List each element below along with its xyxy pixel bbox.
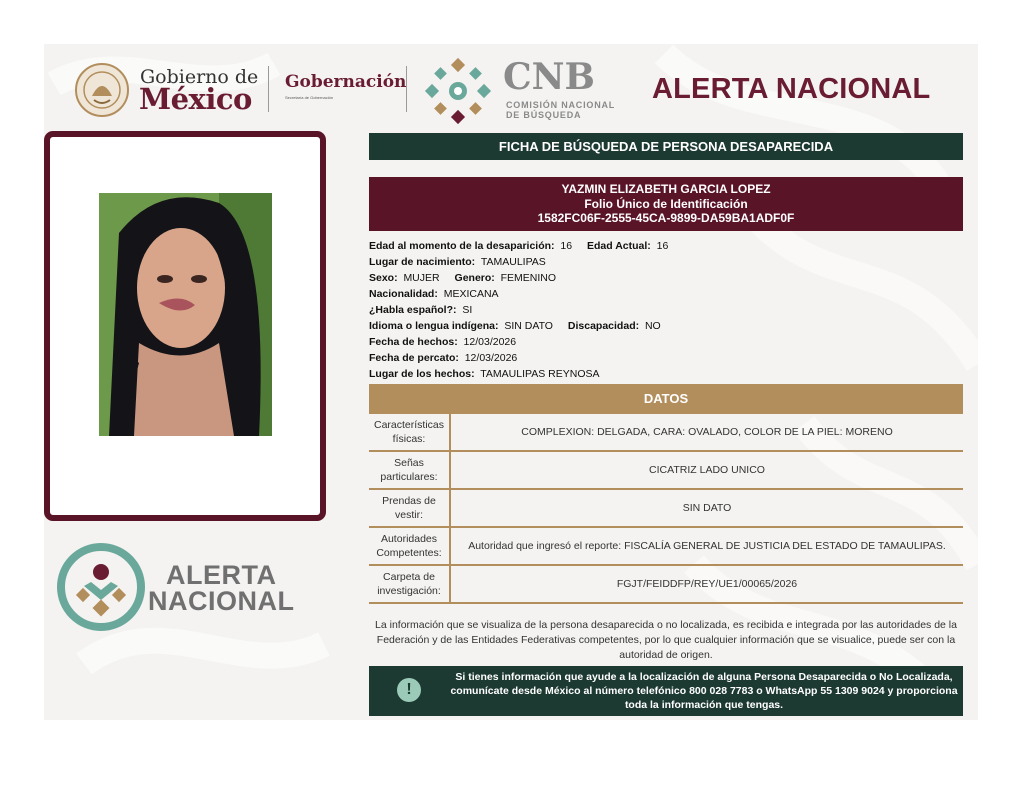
habla-value: SI [462, 304, 473, 316]
alerta-nacional-logo-text [148, 562, 295, 614]
disclaimer-text: La información que se visualiza de la persona desaparecida o no localizada, es recibida e integrada por las autoridades de la Federación y de las Entidades Federativas competentes, por lo que cualquier información que se visualice, puede ser con la autoridad de origen. [375, 619, 957, 661]
fact-row [369, 286, 668, 302]
idioma-value: SIN DATO [504, 320, 553, 332]
table-row [369, 566, 963, 604]
mexico-seal-icon [74, 62, 130, 118]
person-name: YAZMIN ELIZABETH GARCIA LOPEZ [561, 182, 771, 196]
edad-value: 16 [560, 240, 573, 252]
ficha-title-bar: FICHA DE BÚSQUEDA DE PERSONA DESAPARECIDA [369, 133, 963, 160]
header-divider [406, 66, 407, 112]
alerta-nacional-logo-icon [56, 542, 146, 632]
table-row [369, 452, 963, 490]
portrait-image [99, 193, 272, 436]
person-photo [99, 193, 272, 436]
habla-label: ¿Habla español?: [369, 304, 457, 316]
logo-line1: ALERTA [166, 560, 277, 590]
table-label: Prendas de vestir: [369, 490, 451, 526]
alerta-nacional-title: ALERTA NACIONAL [652, 73, 931, 105]
table-label: Características físicas: [369, 414, 451, 450]
fact-row [369, 366, 668, 382]
table-value: COMPLEXION: DELGADA, CARA: OVALADO, COLOR DE LA PIEL: MORENO [521, 426, 893, 438]
table-label: Autoridades Competentes: [369, 528, 451, 564]
sexo-value: MUJER [403, 272, 440, 284]
folio-value: 1582FC06F-2555-45CA-9899-DA59BA1ADF0F [537, 211, 795, 225]
discapacidad-label: Discapacidad: [567, 320, 640, 332]
contact-message: Si tienes información que ayude a la localización de alguna Persona Desaparecida o No Localizada, comunícate desde México al número telefónico 800 028 7783 o WhatsApp 55 1309 9024 y proporciona toda la información que tengas. [450, 671, 958, 711]
exclamation-circle-icon: ! [397, 678, 421, 702]
genero-label: Genero: [454, 272, 495, 284]
cnb-label: CNB [503, 56, 595, 98]
mexico-label: México [139, 82, 252, 116]
fecha-percato-label: Fecha de percato: [369, 352, 459, 364]
nacionalidad-value: MEXICANA [443, 288, 499, 300]
person-id-bar [369, 177, 963, 231]
table-label: Carpeta de investigación: [369, 566, 451, 602]
lugar-hechos-label: Lugar de los hechos: [369, 368, 475, 380]
contact-bar [369, 666, 963, 716]
cnb-sublabel-line2: DE BÚSQUEDA [506, 110, 582, 120]
gobernacion-sublabel: Secretaría de Gobernación [285, 95, 334, 100]
fecha-percato-value: 12/03/2026 [464, 352, 518, 364]
table-value: SIN DATO [682, 502, 732, 514]
fecha-hechos-label: Fecha de hechos: [369, 336, 458, 348]
logo-line2: NACIONAL [148, 586, 295, 616]
fact-row [369, 334, 668, 350]
table-row [369, 490, 963, 528]
lugar-nacimiento-value: TAMAULIPAS [480, 256, 546, 268]
datos-table [369, 414, 963, 604]
table-value: CICATRIZ LADO UNICO [649, 464, 765, 476]
table-label: Señas particulares: [369, 452, 451, 488]
fecha-hechos-value: 12/03/2026 [463, 336, 517, 348]
table-value: Autoridad que ingresó el reporte: FISCALÍA GENERAL DE JUSTICIA DEL ESTADO DE TAMAULIPAS. [468, 540, 946, 552]
fact-row [369, 254, 668, 270]
edad-label: Edad al momento de la desaparición: [369, 240, 555, 252]
edad-actual-label: Edad Actual: [587, 240, 651, 252]
lugar-nacimiento-label: Lugar de nacimiento: [369, 256, 476, 268]
table-row [369, 414, 963, 452]
edad-actual-value: 16 [656, 240, 669, 252]
sexo-label: Sexo: [369, 272, 398, 284]
alert-sheet [44, 44, 978, 720]
fact-row [369, 238, 668, 254]
fact-row [369, 350, 668, 366]
cnb-sublabel [506, 100, 615, 120]
header-divider [268, 66, 269, 112]
fact-row [369, 318, 668, 334]
idioma-label: Idioma o lengua indígena: [369, 320, 499, 332]
photo-frame [44, 131, 326, 521]
lugar-hechos-value: TAMAULIPAS REYNOSA [480, 368, 600, 380]
person-facts [369, 238, 668, 382]
nacionalidad-label: Nacionalidad: [369, 288, 438, 300]
genero-value: FEMENINO [500, 272, 557, 284]
gobierno-label: Gobierno de [140, 66, 259, 88]
datos-header: DATOS [369, 384, 963, 414]
table-value: FGJT/FEIDDFP/REY/UE1/00065/2026 [616, 578, 798, 590]
fact-row [369, 302, 668, 318]
folio-label: Folio Único de Identificación [584, 196, 748, 211]
gobernacion-label: Gobernación [285, 72, 407, 92]
cnb-logo-icon [421, 54, 495, 128]
fact-row [369, 270, 668, 286]
discapacidad-value: NO [644, 320, 661, 332]
cnb-sublabel-line1: COMISIÓN NACIONAL [506, 100, 616, 110]
table-row [369, 528, 963, 566]
